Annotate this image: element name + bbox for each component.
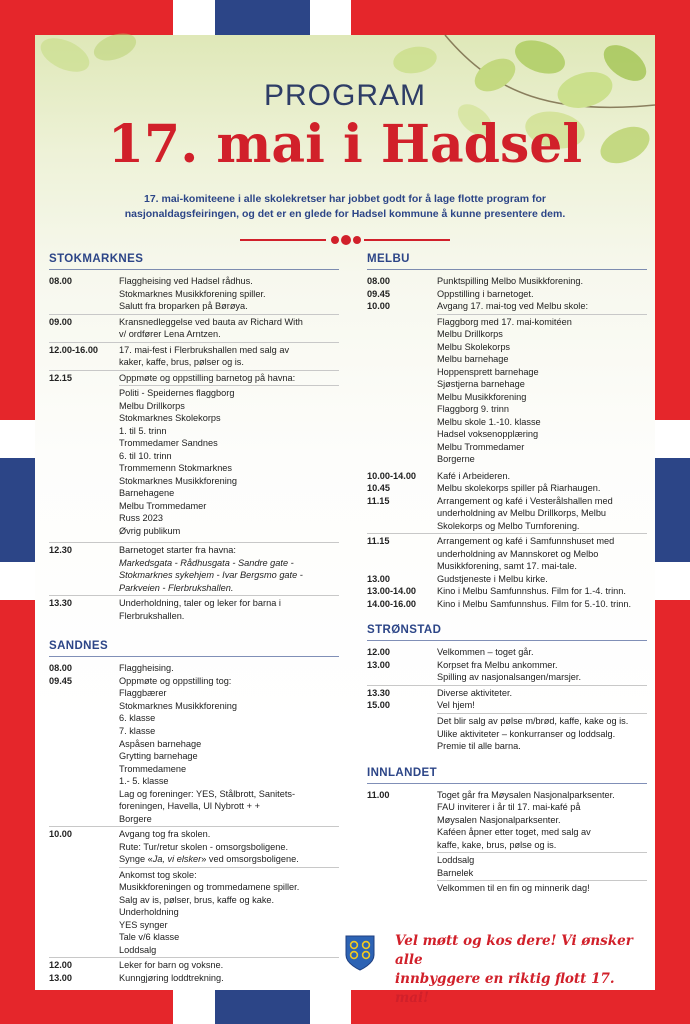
info-text: Barnelek	[437, 867, 474, 878]
event-text: Arrangement og kafé i Samfunnshuset med	[437, 536, 615, 547]
schedule-row	[367, 659, 647, 684]
event-text: Oppstilling i barnetoget.	[437, 288, 534, 299]
schedule-row	[367, 535, 647, 573]
event-text: v/ ordfører Lena Arntzen.	[119, 329, 221, 340]
schedule-row	[49, 597, 339, 622]
schedule-row	[49, 972, 339, 985]
event-text: Flaggheising ved Hadsel rådhus.	[119, 276, 253, 286]
arrival-item: Loddsalg	[119, 944, 157, 955]
time: 12.30	[49, 545, 72, 556]
event-text: Avgang tog fra skolen.	[119, 829, 211, 840]
schedule-row	[367, 646, 647, 659]
time: 13.00	[367, 659, 390, 670]
parade-item: Grytting barnehage	[119, 751, 198, 762]
schedule-row	[367, 470, 647, 483]
event-text: Punktspilling Melbo Musikkforening.	[437, 276, 584, 286]
schedule-row	[367, 598, 647, 611]
event-text: Vel hjem!	[437, 700, 475, 711]
event-text: Oppmøte og oppstilling barnetog på havna:	[119, 372, 296, 383]
time: 12.15	[49, 372, 72, 383]
parade-item: 7. klasse	[119, 725, 156, 736]
time: 13.30	[367, 687, 390, 698]
section-title: INNLANDET	[367, 766, 438, 779]
parade-item: Melbu skole 1.-10. klasse	[437, 416, 541, 427]
time: 11.15	[367, 536, 390, 547]
parade-item: Borgerne	[437, 454, 475, 465]
parade-item: Hoppensprett barnehage	[437, 366, 539, 377]
event-text: underholdning av Mannskoret og Melbo	[437, 548, 599, 559]
parade-item: 6. klasse	[119, 713, 156, 724]
time: 09.45	[367, 288, 390, 299]
time: 13.00	[49, 972, 72, 983]
parade-item: Hadsel voksenopplæring	[437, 429, 539, 440]
schedule-row	[367, 585, 647, 598]
page-title: 17. mai i Hadsel	[107, 114, 583, 175]
parade-item: Sjøstjerna barnehage	[437, 379, 525, 390]
parade-item: 1. til 5. trinn	[119, 425, 167, 436]
event-text: Synge «Ja, vi elsker» ved omsorgsboligene.	[119, 854, 299, 865]
event-text: kaffe, kake, brus, pølse og is.	[437, 839, 557, 850]
event-text: Skolekorps og Melbo Turnforening.	[437, 520, 580, 531]
section-stokmarknes	[49, 253, 339, 622]
event-text: Underholdning, taler og leker for barna i	[119, 598, 281, 609]
arrival-item: Musikkforeningen og trommedamene spiller.	[119, 882, 300, 893]
schedule-row	[367, 275, 647, 288]
schedule-row	[49, 662, 339, 675]
info-text: Ulike aktiviteter – konkurranser og loddsalg.	[437, 728, 616, 739]
slogan-line: Vel møtt og kos dere! Vi ønsker alle	[395, 933, 633, 968]
event-text: Musikkforening, samt 17. mai-tale.	[437, 561, 577, 572]
info-text: Det blir salg av pølse m/brød, kaffe, kake og is.	[437, 715, 629, 726]
event-text: Møysalen Nasjonalparksenter.	[437, 814, 561, 825]
schedule-row	[49, 344, 339, 369]
parade-item: Melbu Drillkorps	[119, 400, 185, 411]
route-text: Markedsgata - Rådhusgata - Sandre gate -	[119, 557, 294, 568]
schedule-row	[49, 675, 339, 825]
section-sandnes	[49, 640, 339, 984]
schedule-row	[367, 300, 647, 466]
schedule-row	[49, 316, 339, 341]
schedule-row	[49, 372, 339, 538]
slogan	[395, 932, 650, 1008]
event-text: Korpset fra Melbu ankommer.	[437, 659, 558, 670]
time: 08.00	[49, 276, 72, 286]
time: 08.00	[367, 276, 390, 286]
parade-item: Russ 2023	[119, 513, 163, 524]
event-text: Barnetoget starter fra havna:	[119, 545, 236, 556]
arrival-item: Underholdning	[119, 907, 179, 918]
parade-item: Melbu Trommedamer	[437, 441, 525, 452]
parade-item: Flaggborg 9. trinn	[437, 404, 510, 415]
event-text: Kaféen åpner etter toget, med salg av	[437, 827, 591, 838]
event-text: Kino i Melbu Samfunnshus. Film for 5.-10. trinn.	[437, 598, 632, 609]
parade-item: Øvrig publikum	[119, 525, 181, 536]
poster-header	[35, 79, 655, 175]
time: 09.45	[49, 675, 72, 686]
event-text: Arrangement og kafé i Vesterålshallen med	[437, 495, 613, 506]
left-column	[49, 253, 339, 994]
event-text: Gudstjeneste i Melbu kirke.	[437, 573, 548, 584]
parade-item: 1.- 5. klasse	[119, 776, 169, 787]
time: 12.00	[49, 960, 72, 971]
section-stronstad	[367, 624, 647, 752]
schedule-row	[367, 482, 647, 495]
intro-text	[95, 192, 595, 222]
parade-item: Melbu Skolekorps	[437, 341, 511, 352]
schedule-row	[49, 544, 339, 594]
time: 10.45	[367, 483, 390, 494]
event-text: Flaggheising.	[119, 663, 174, 674]
section-melbu	[367, 253, 647, 610]
parade-item: Trommemenn Stokmarknes	[119, 463, 233, 474]
event-text: Rute: Tur/retur skolen - omsorgsboligene.	[119, 841, 289, 852]
intro-line: 17. mai-komiteene i alle skolekretser har jobbet godt for å lage flotte program for	[143, 193, 547, 205]
schedule-row	[367, 789, 647, 895]
event-text: Leker for barn og voksne.	[119, 960, 224, 971]
parade-item: Aspåsen barnehage	[119, 738, 202, 749]
hadsel-coat-of-arms-icon	[345, 935, 375, 971]
event-text: Diverse aktiviteter.	[437, 687, 513, 698]
event-text: Kafé i Arbeideren.	[437, 470, 511, 481]
section-title: STOKMARKNES	[49, 253, 144, 265]
time: 10.00	[367, 301, 390, 312]
schedule-row	[49, 275, 339, 313]
event-text: Melbu skolekorps spiller på Riarhaugen.	[437, 483, 601, 494]
schedule-row	[367, 699, 647, 752]
time: 13.00	[367, 573, 390, 584]
route-text: Stokmarknes sykehjem - Ivar Bergsmo gate -	[119, 570, 303, 581]
parade-item: foreningen, Havella, Ul Nybrott + +	[119, 801, 260, 812]
info-text: Loddsalg	[437, 855, 475, 866]
time: 12.00-16.00	[49, 344, 99, 355]
program-heading: PROGRAM	[263, 79, 426, 112]
schedule-row	[367, 573, 647, 586]
parade-item: Melbu barnehage	[437, 354, 509, 365]
event-text: 17. mai-fest i Flerbrukshallen med salg av	[119, 344, 290, 355]
parade-item: Politi - Speidernes flaggborg	[119, 388, 235, 399]
right-column	[367, 253, 647, 905]
event-text: Toget går fra Møysalen Nasjonalparksenter.	[437, 789, 615, 800]
time: 08.00	[49, 663, 72, 674]
time: 13.30	[49, 598, 72, 609]
schedule-row	[367, 288, 647, 301]
event-text: Stokmarknes Musikkforening spiller.	[119, 288, 266, 299]
parade-item: Melbu Drillkorps	[437, 329, 503, 340]
ornament-divider	[240, 234, 450, 246]
parade-item: 6. til 10. trinn	[119, 450, 172, 461]
time: 09.00	[49, 316, 72, 327]
parade-item: Stokmarknes Musikkforening	[119, 700, 237, 711]
arrival-item: Tale v/6 klasse	[119, 932, 180, 943]
intro-line: nasjonaldagsfeiringen, og det er en glede for Hadsel kommune å kunne presentere dem.	[124, 208, 566, 221]
info-text: Velkommen til en fin og minnerik dag!	[437, 883, 590, 894]
event-text: Salutt fra broparken på Børøya.	[119, 301, 248, 312]
event-text: Spilling av nasjonalsangen/marsjer.	[437, 672, 582, 683]
event-text: Flerbrukshallen.	[119, 610, 185, 621]
section-innlandet	[367, 767, 647, 895]
arrival-item: Salg av is, pølser, brus, kaffe og kake.	[119, 894, 275, 905]
schedule-row	[49, 959, 339, 972]
time: 11.00	[367, 789, 390, 800]
parade-item: Melbu Musikkforening	[437, 391, 527, 402]
event-text: FAU inviterer i år til 17. mai-kafé på	[437, 802, 581, 813]
route-text: Parkveien - Flerbrukshallen.	[119, 582, 234, 593]
section-title: STRØNSTAD	[367, 624, 442, 637]
event-text: Kransnedleggelse ved bauta av Richard With	[119, 316, 303, 327]
parade-item: Borgere	[119, 813, 152, 824]
parade-item: Trommedamer Sandnes	[119, 438, 218, 449]
footer	[345, 932, 645, 1006]
event-text: kaker, kaffe, brus, pølser og is.	[119, 357, 244, 368]
event-text: Kino i Melbu Samfunnshus. Film for 1.-4. trinn.	[437, 586, 626, 597]
time: 11.15	[367, 495, 390, 506]
schedule-row	[367, 687, 647, 700]
parade-item: Stokmarknes Musikkforening	[119, 475, 237, 486]
slogan-line: innbyggere en riktig flott 17. mai!	[395, 970, 615, 1006]
schedule-row	[367, 495, 647, 533]
parade-item: Flaggbærer	[119, 688, 167, 699]
arrival-item: Ankomst tog skole:	[119, 869, 197, 880]
poster-panel	[35, 35, 655, 1006]
parade-item: Flaggborg med 17. mai-komitéen	[437, 316, 572, 327]
event-text: Oppmøte og oppstilling tog:	[119, 675, 232, 686]
time: 13.00-14.00	[367, 586, 417, 597]
time: 15.00	[367, 700, 390, 711]
parade-item: Lag og foreninger: YES, Stålbrott, Sanitets-	[119, 788, 296, 799]
event-text: underholdning av Melbu Drillkorps, Melbu	[437, 508, 607, 519]
parade-item: Trommedamene	[119, 763, 187, 774]
event-text: Kunngjøring loddtrekning.	[119, 972, 224, 983]
info-text: Premie til alle barna.	[437, 741, 521, 752]
event-text: Velkommen – toget går.	[437, 647, 534, 658]
parade-item: Barnehagene	[119, 488, 175, 499]
section-title: SANDNES	[49, 640, 109, 653]
schedule-row	[49, 828, 339, 956]
event-text: Avgang 17. mai-tog ved Melbu skole:	[437, 301, 589, 312]
section-title: MELBU	[367, 253, 410, 265]
time: 14.00-16.00	[367, 598, 417, 609]
time: 10.00-14.00	[367, 470, 417, 481]
time: 12.00	[367, 647, 390, 658]
parade-item: Stokmarknes Skolekorps	[119, 413, 221, 424]
parade-item: Melbu Trommedamer	[119, 500, 207, 511]
time: 10.00	[49, 829, 72, 840]
arrival-item: YES synger	[119, 919, 168, 930]
